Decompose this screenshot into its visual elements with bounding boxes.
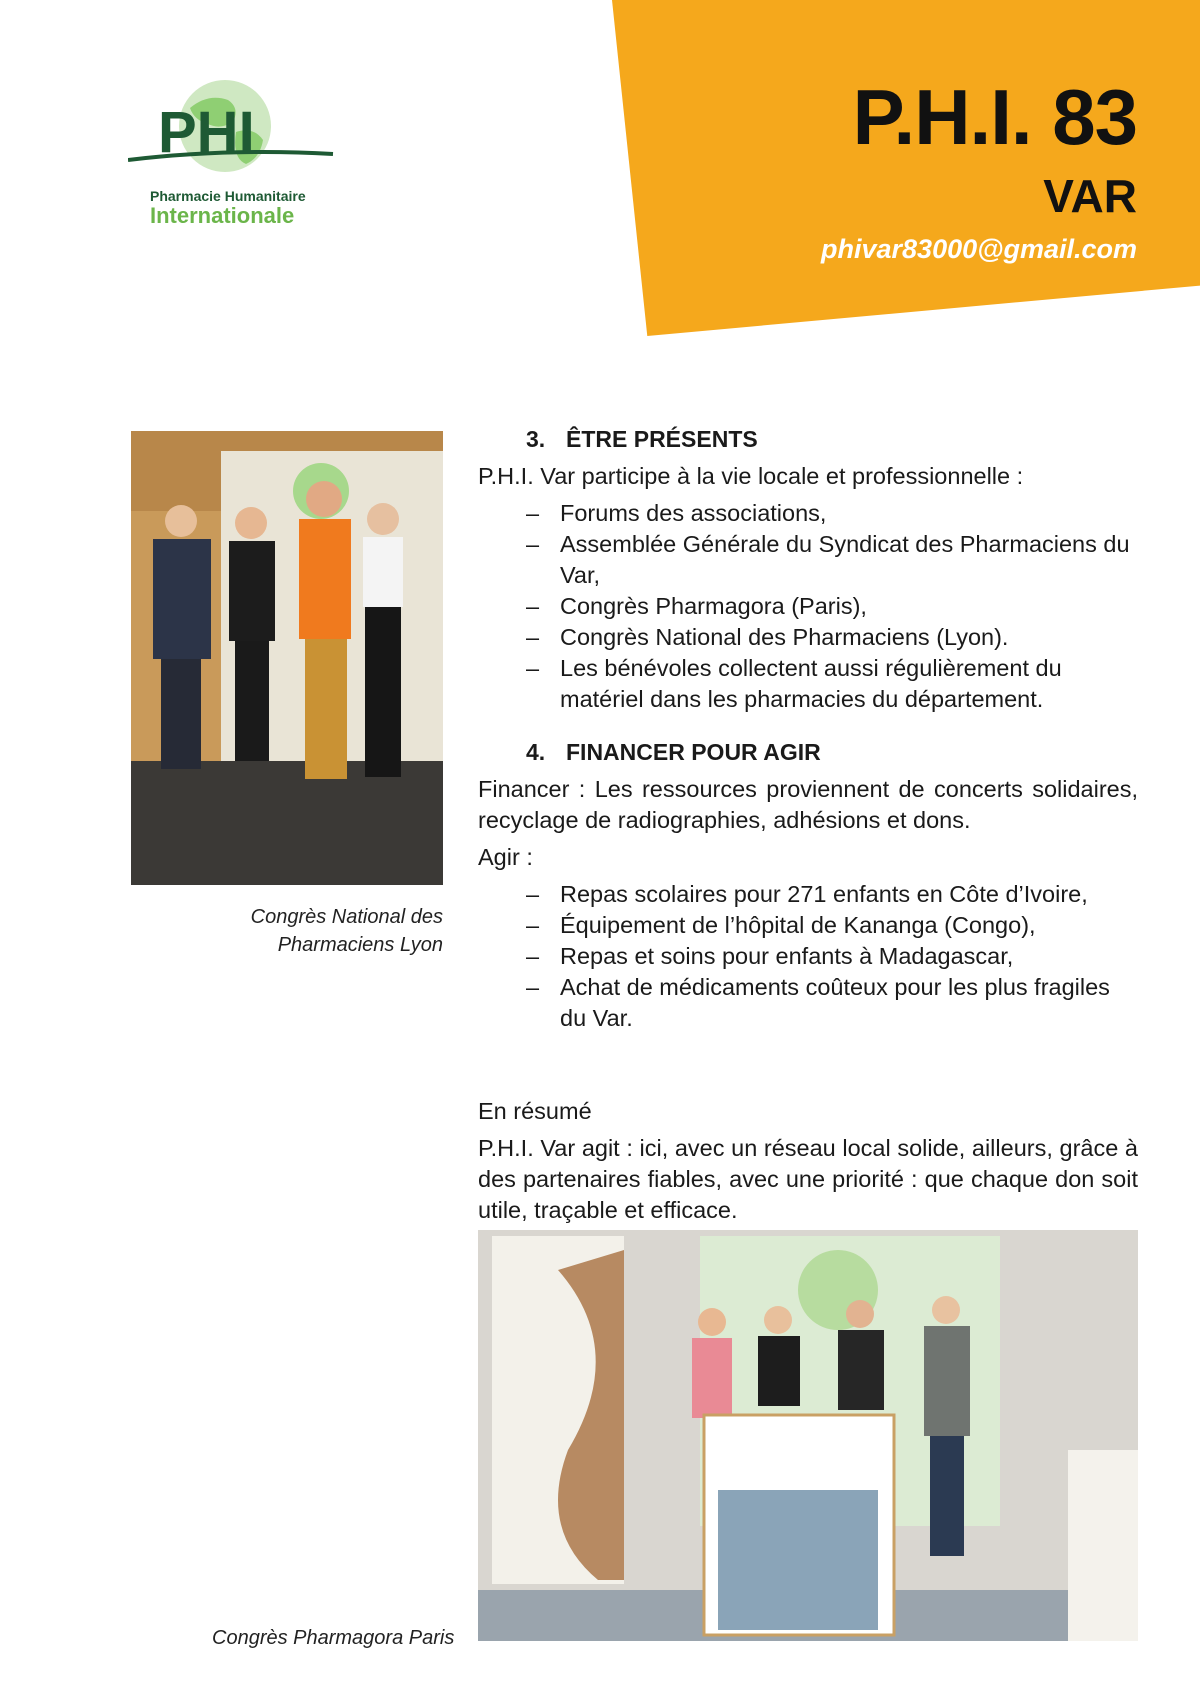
section-4-list [478,879,1138,1034]
section-3-title [526,424,1138,455]
section-4-number: 4. [526,739,546,765]
logo-monogram: PHI [158,100,255,165]
list-item: – Congrès National des Pharmaciens (Lyon). [526,622,1138,653]
list-item: – Forums des associations, [526,498,1138,529]
list-item: – Les bénévoles collectent aussi régulièrement du matériel dans les pharmacies du département. [526,653,1138,715]
list-item: – Équipement de l’hôpital de Kananga (Congo), [526,910,1138,941]
lyon-caption-line2: Pharmaciens Lyon [277,934,443,956]
pharmagora-photo [478,1230,1138,1641]
list-item: – Repas scolaires pour 271 enfants en Côte d’Ivoire, [526,879,1138,910]
header-banner [612,0,1200,336]
section-3-heading: ÊTRE PRÉSENTS [566,426,758,452]
contact-email[interactable]: phivar83000@gmail.com [821,234,1137,264]
summary-heading: En résumé [478,1098,592,1124]
lyon-congress-photo [131,431,443,885]
list-item: – Achat de médicaments coûteux pour les plus fragiles du Var. [526,972,1138,1034]
financer-text: Financer : Les ressources proviennent de concerts solidaires, recyclage de radiographies, adhésions et dons. [478,776,1138,833]
paris-photo-caption: Congrès Pharmagora Paris [212,1627,455,1649]
section-3-number: 3. [526,426,546,452]
section-3-intro: P.H.I. Var participe à la vie locale et professionnelle : [478,463,1024,489]
lyon-photo-caption [251,903,443,959]
lyon-caption-line1: Congrès National des [250,906,443,928]
list-item: – Assemblée Générale du Syndicat des Pharmaciens du Var, [526,529,1138,591]
agir-label: Agir : [478,844,533,870]
section-3-list [478,498,1138,715]
summary-text: P.H.I. Var agit : ici, avec un réseau local solide, ailleurs, grâce à des partenaires fiables, avec une priorité : que chaque don soit utile, traçable et efficace. [478,1135,1138,1223]
logo-text-line1: Pharmacie Humanitaire [150,188,306,204]
list-item: – Congrès Pharmagora (Paris), [526,591,1138,622]
page-title: P.H.I. 83 [852,73,1137,161]
globe-icon [128,78,338,188]
page-subtitle: VAR [1043,170,1137,222]
section-4-heading: FINANCER POUR AGIR [566,739,821,765]
list-item: – Repas et soins pour enfants à Madagascar, [526,941,1138,972]
logo-text-line2: Internationale [150,203,295,228]
main-content [478,424,1138,1232]
section-4-title [526,737,1138,768]
